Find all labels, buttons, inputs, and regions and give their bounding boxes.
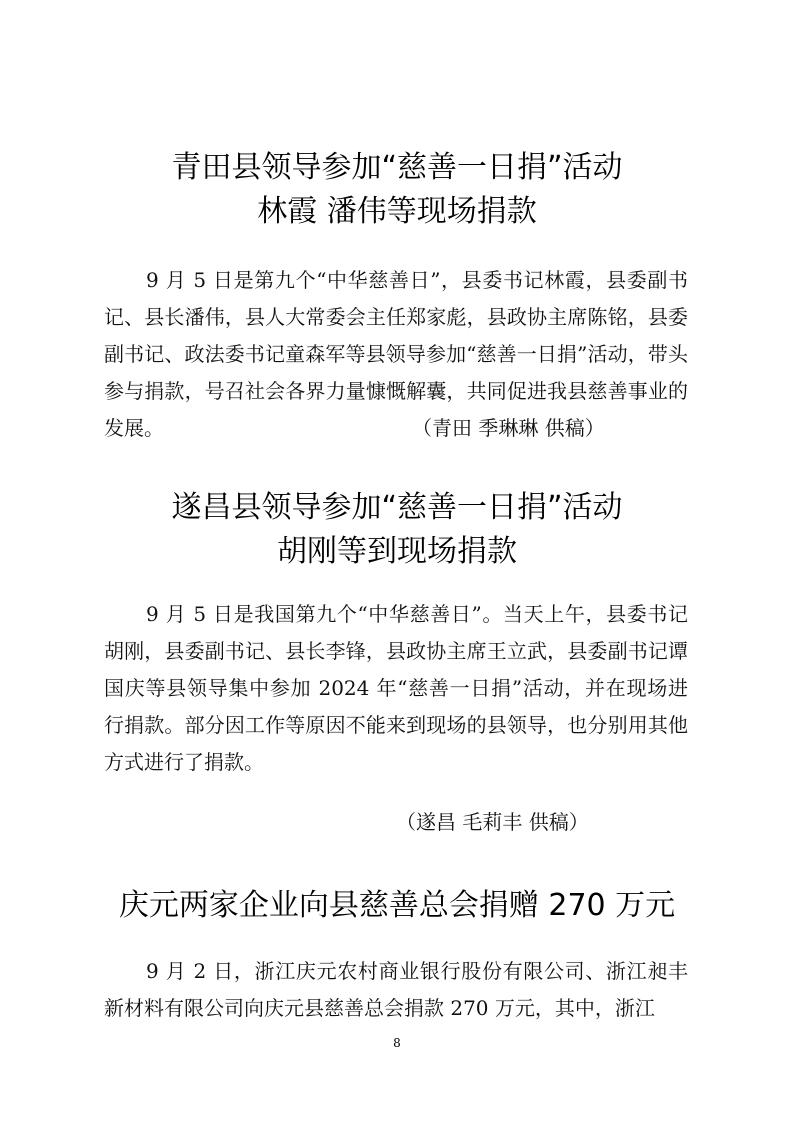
article1-title-line1: 青田县领导参加“慈善一日捐”活动 (171, 150, 623, 185)
article3-body-text: 9 月 2 日，浙江庆元农村商业银行股份有限公司、浙江昶丰新材料有限公司向庆元县慈善总会捐款 270 万元，其中，浙江 (104, 959, 688, 1020)
page-number: 8 (393, 1036, 401, 1050)
article1-credit: （青田 季琳琳 供稿） (412, 416, 605, 440)
article2-title-line2: 胡刚等到现场捐款 (277, 534, 517, 569)
article3-body (104, 953, 688, 1027)
article2-credit: （遂昌 毛莉丰 供稿） (396, 810, 589, 834)
article1-body-text: 9 月 5 日是第九个“中华慈善日”，县委书记林霞，县委副书记、县长潘伟，县人大常委会主任郑家彪，县政协主席陈铭，县委副书记、政法委书记童森军等县领导参加“慈善一日捐”活动，带头参与捐款，号召社会各界力量慷慨解囊，共同促进我县慈善事业的发展。 (104, 268, 688, 440)
article3-title: 庆元两家企业向县慈善总会捐赠 270 万元 (118, 888, 676, 923)
article1-title-line2: 林霞 潘伟等现场捐款 (257, 194, 537, 229)
article2-title-line1: 遂昌县领导参加“慈善一日捐”活动 (171, 490, 623, 525)
article2-body (104, 596, 688, 781)
article2-body-text: 9 月 5 日是我国第九个“中华慈善日”。当天上午，县委书记胡刚，县委副书记、县长李锋，县政协主席王立武，县委副书记谭国庆等县领导集中参加 2024 年“慈善一日捐”活动，并在现场进行捐款。部分因工作等原因不能来到现场的县领导，也分别用其他方式进行了捐款。 (104, 602, 688, 774)
